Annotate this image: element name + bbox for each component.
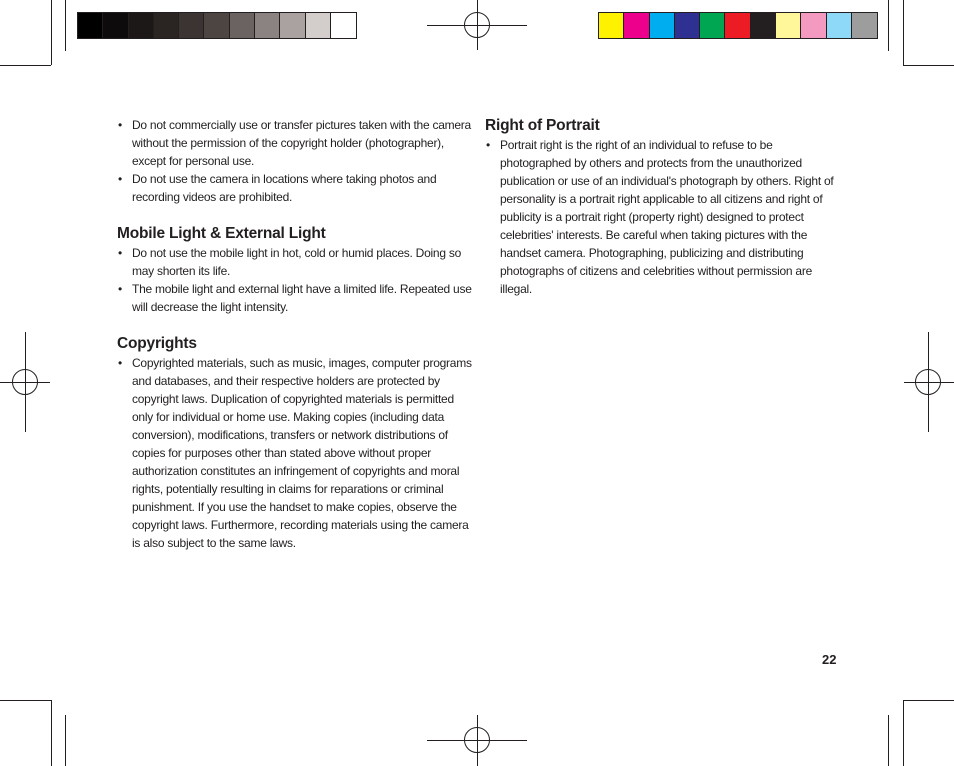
list-item: • Copyrighted materials, such as music, images, computer programs and databases, and their respective holders are protected by copyright laws. Duplication of copyrighted materials is permitted only for individual or home use. Making copies (including data conversion), modifications, transfers or network distributions of copies for purposes other than stated above without proper authorization constitutes an infringement of copyrights and moral rights, potentially resulting in claims for reparations or criminal punishment. If you use the handset to make copies, observe the copyright laws. Furthermore, recording materials using the camera is also subject to the same laws. xyxy=(117,354,474,552)
list-item: • The mobile light and external light have a limited life. Repeated use will decrease the light intensity. xyxy=(117,280,474,316)
color-swatch xyxy=(78,13,103,38)
color-swatch xyxy=(827,13,852,38)
portrait-bullet-list xyxy=(485,136,837,298)
color-swatch xyxy=(204,13,229,38)
color-swatch xyxy=(801,13,826,38)
mobile-light-section xyxy=(117,224,474,316)
color-swatch xyxy=(700,13,725,38)
color-swatch xyxy=(751,13,776,38)
color-swatch xyxy=(179,13,204,38)
color-swatch xyxy=(306,13,331,38)
portrait-section xyxy=(485,116,837,298)
color-swatch xyxy=(650,13,675,38)
mobile-light-bullet-list xyxy=(117,244,474,316)
color-swatch xyxy=(129,13,154,38)
color-swatch xyxy=(675,13,700,38)
intro-bullet-list xyxy=(117,116,474,206)
color-swatch xyxy=(599,13,624,38)
list-item: • Do not use the camera in locations where taking photos and recording videos are prohibited. xyxy=(117,170,474,206)
grayscale-color-bar xyxy=(77,12,357,39)
copyrights-bullet-list xyxy=(117,354,474,552)
process-color-bar xyxy=(598,12,878,39)
section-heading: Copyrights xyxy=(117,335,197,352)
section-heading: Right of Portrait xyxy=(485,117,600,134)
copyrights-section xyxy=(117,334,474,552)
intro-section xyxy=(117,116,474,206)
color-swatch xyxy=(255,13,280,38)
color-swatch xyxy=(154,13,179,38)
color-swatch xyxy=(230,13,255,38)
list-item: • Do not use the mobile light in hot, cold or humid places. Doing so may shorten its life. xyxy=(117,244,474,280)
left-column xyxy=(117,116,474,570)
color-swatch xyxy=(725,13,750,38)
list-item: • Portrait right is the right of an individual to refuse to be photographed by others and protects from the unauthorized publication or use of an individual's photograph by others. Right of personality is a portrait right applicable to all citizens and right of publicity is a portrait right (property right) designed to protect celebrities' interests. Be careful when taking pictures with the handset camera. Photographing, publicizing and distributing photographs of citizens and celebrities without permission are illegal. xyxy=(485,136,837,298)
list-item: • Do not commercially use or transfer pictures taken with the camera without the permission of the copyright holder (photographer), except for personal use. xyxy=(117,116,474,170)
color-swatch xyxy=(624,13,649,38)
color-swatch xyxy=(103,13,128,38)
color-swatch xyxy=(852,13,877,38)
right-column xyxy=(485,116,837,316)
page-number: 22 xyxy=(822,652,837,667)
color-swatch xyxy=(331,13,356,38)
color-swatch xyxy=(280,13,305,38)
color-swatch xyxy=(776,13,801,38)
section-heading: Mobile Light & External Light xyxy=(117,225,326,242)
